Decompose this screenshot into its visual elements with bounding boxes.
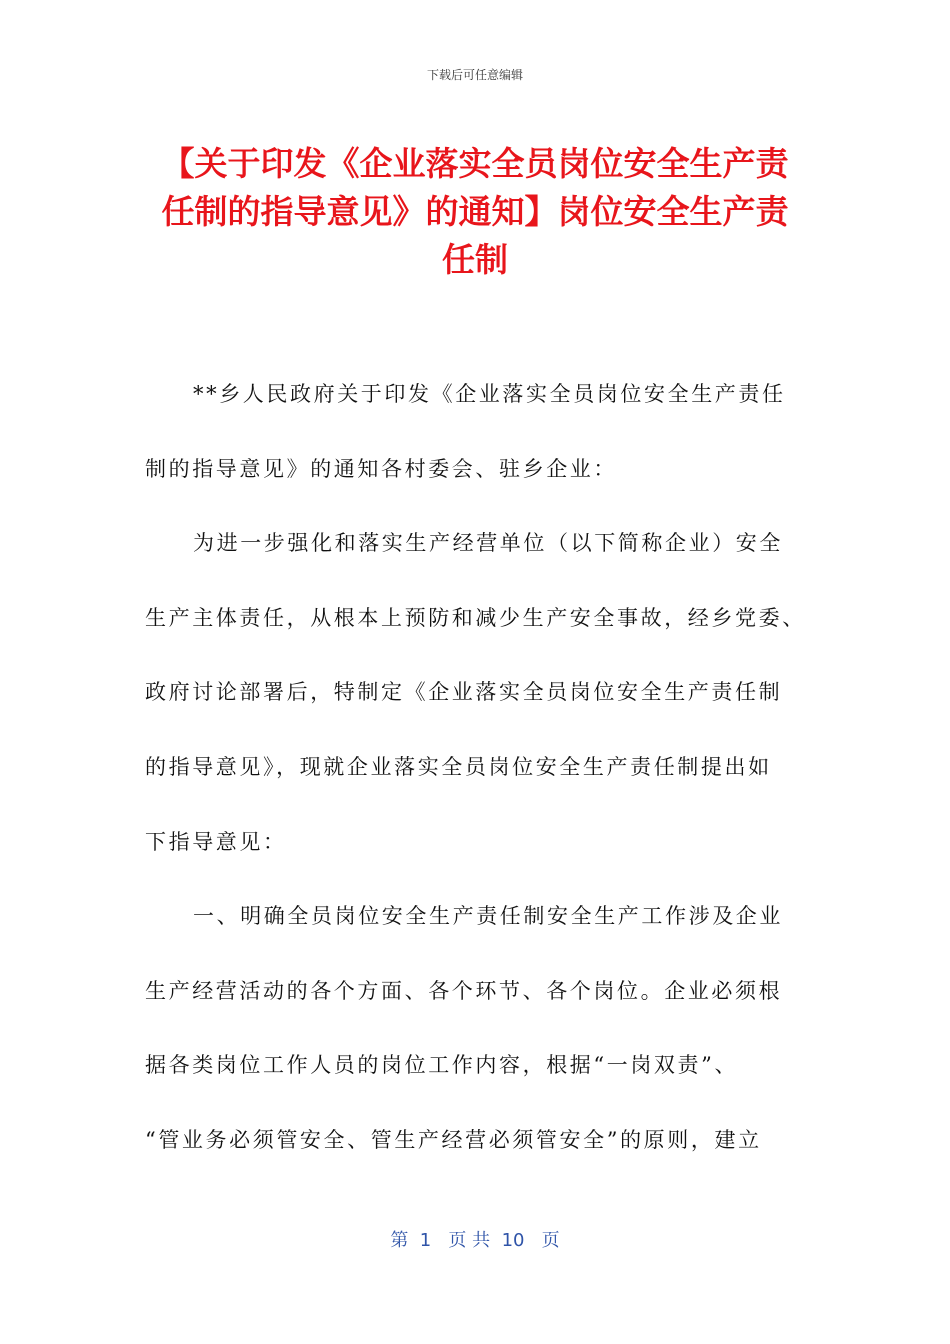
title-line: 任制 [442, 240, 508, 279]
document-title [140, 140, 810, 284]
page-number-footer: 第 1 页 共 10 页 [390, 1230, 560, 1251]
paragraph-line: 据各类岗位工作人员的岗位工作内容，根据“一岗双责”、 [145, 1053, 739, 1078]
paragraph-line: 生产主体责任，从根本上预防和减少生产安全事故，经乡党委、 [145, 605, 806, 630]
title-line: 【关于印发《企业落实全员岗位安全生产责 [161, 144, 789, 183]
paragraph-line: 的指导意见》，现就企业落实全员岗位安全生产责任制提出如 [145, 754, 772, 779]
title-line: 任制的指导意见》的通知】岗位安全生产责 [161, 192, 789, 231]
paragraph-line: 下指导意见： [145, 829, 287, 854]
document-body [145, 370, 805, 1191]
paragraph-line: 为进一步强化和落实生产经营单位（以下简称企业）安全 [193, 531, 783, 556]
paragraph-line: 政府讨论部署后，特制定《企业落实全员岗位安全生产责任制 [145, 680, 783, 705]
paragraph-line: 一、明确全员岗位安全生产责任制安全生产工作涉及企业 [193, 904, 783, 929]
paragraph-line: 生产经营活动的各个方面、各个环节、各个岗位。企业必须根 [145, 978, 783, 1003]
paragraph-line: **乡人民政府关于印发《企业落实全员岗位安全生产责任 [193, 382, 786, 406]
paragraph-line: 制的指导意见》的通知各村委会、驻乡企业： [145, 456, 617, 481]
header-note: 下载后可任意编辑 [426, 68, 523, 82]
paragraph-line: “管业务必须管安全、管生产经营必须管安全”的原则，建立 [145, 1127, 762, 1152]
